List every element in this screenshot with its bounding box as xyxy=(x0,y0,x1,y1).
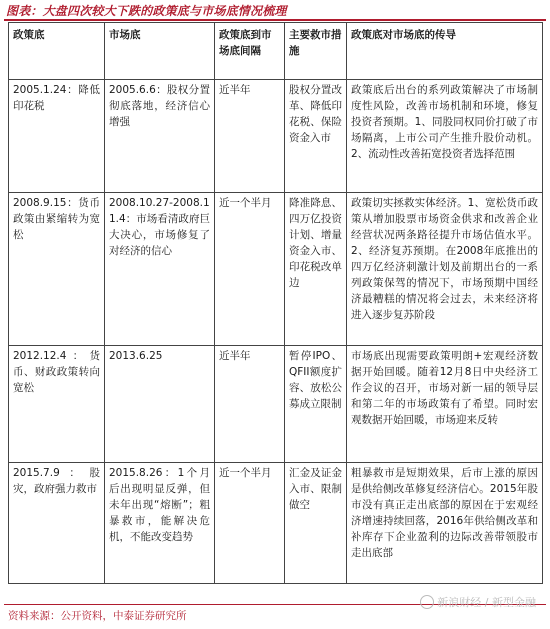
header-policy-bottom: 政策底 xyxy=(9,23,105,80)
cell-measures: 降准降息、四万亿投资计划、增量资金入市、印花税改单边 xyxy=(285,193,347,346)
cell-transmission: 政策底后出台的系列政策解决了市场制度性风险，改善市场机制和环境，修复投资者预期。1、同股同权同价打破了市场隔离，上市公司产生推升股价动机。2、流动性改善拓宽投资者选择范围 xyxy=(347,80,543,193)
header-measures: 主要救市措施 xyxy=(285,23,347,80)
cell-interval: 近半年 xyxy=(215,80,285,193)
cell-interval: 近一个半月 xyxy=(215,193,285,346)
cell-interval: 近半年 xyxy=(215,346,285,463)
cell-transmission: 粗暴救市是短期效果，后市上涨的原因是供给侧改革修复经济信心。2015年股市没有真正走出底部的原因在于宏观经济增速持续回落，2016年供给侧改革和补库存下企业盈利的边际改善带领股市走出底部 xyxy=(347,463,543,584)
watermark xyxy=(420,594,536,610)
cell-policy-bottom: 2012.12.4：货币、财政政策转向宽松 xyxy=(9,346,105,463)
cell-transmission: 政策切实拯救实体经济。1、宽松货币政策从增加股票市场资金供求和改善企业经营状况两条路径提升市场估值水平。2、经济复苏预期。在2008年底推出的四万亿经济刺激计划及前期出台的一系列政策保驾的情况下，市场预期中国经济最糟糕的情况将会过去，未来经济将进入逐步复苏阶段 xyxy=(347,193,543,346)
cell-policy-bottom: 2015.7.9：股灾，政府强力救市 xyxy=(9,463,105,584)
cell-transmission: 市场底出现需要政策明朗+宏观经济数据开始回暖。随着12月8日中央经济工作会议的召开，市场对新一届的领导层和第二年的市场政策有了希望。同时宏观数据开始回暖，市场迎来反转 xyxy=(347,346,543,463)
table-row xyxy=(9,80,543,193)
cell-market-bottom: 2008.10.27-2008.11.4：市场看清政府巨大决心，市场修复了对经济的信心 xyxy=(105,193,215,346)
policy-market-bottom-table xyxy=(8,22,543,584)
source-note: 资料来源：公开资料，中泰证券研究所 xyxy=(8,610,187,622)
cell-measures: 汇金及证金入市、限制做空 xyxy=(285,463,347,584)
cell-measures: 股权分置改革、降低印花税、保险资金入市 xyxy=(285,80,347,193)
cell-market-bottom: 2015.8.26：1个月后出现明显反弹，但未年出现“熔断”；粗暴救市，能解决危机，不能改变趋势 xyxy=(105,463,215,584)
cell-market-bottom: 2013.6.25 xyxy=(105,346,215,463)
cell-measures: 暂停IPO、QFII额度扩容、放松公募成立限制 xyxy=(285,346,347,463)
cell-interval: 近一个半月 xyxy=(215,463,285,584)
watermark-text: 新浪财经 / 新型金融 xyxy=(437,596,536,609)
table-row xyxy=(9,346,543,463)
chart-title: 图表：大盘四次较大下跌的政策底与市场底情况梳理 xyxy=(6,4,287,18)
table-row xyxy=(9,463,543,584)
weibo-logo-icon xyxy=(420,595,434,609)
title-underline xyxy=(4,19,546,21)
cell-policy-bottom: 2005.1.24：降低印花税 xyxy=(9,80,105,193)
cell-market-bottom: 2005.6.6：股权分置彻底落地，经济信心增强 xyxy=(105,80,215,193)
header-transmission: 政策底对市场底的传导 xyxy=(347,23,543,80)
cell-policy-bottom: 2008.9.15：货币政策由紧缩转为宽松 xyxy=(9,193,105,346)
header-market-bottom: 市场底 xyxy=(105,23,215,80)
header-interval: 政策底到市场底间隔 xyxy=(215,23,285,80)
table-row xyxy=(9,193,543,346)
header-row xyxy=(9,23,543,80)
